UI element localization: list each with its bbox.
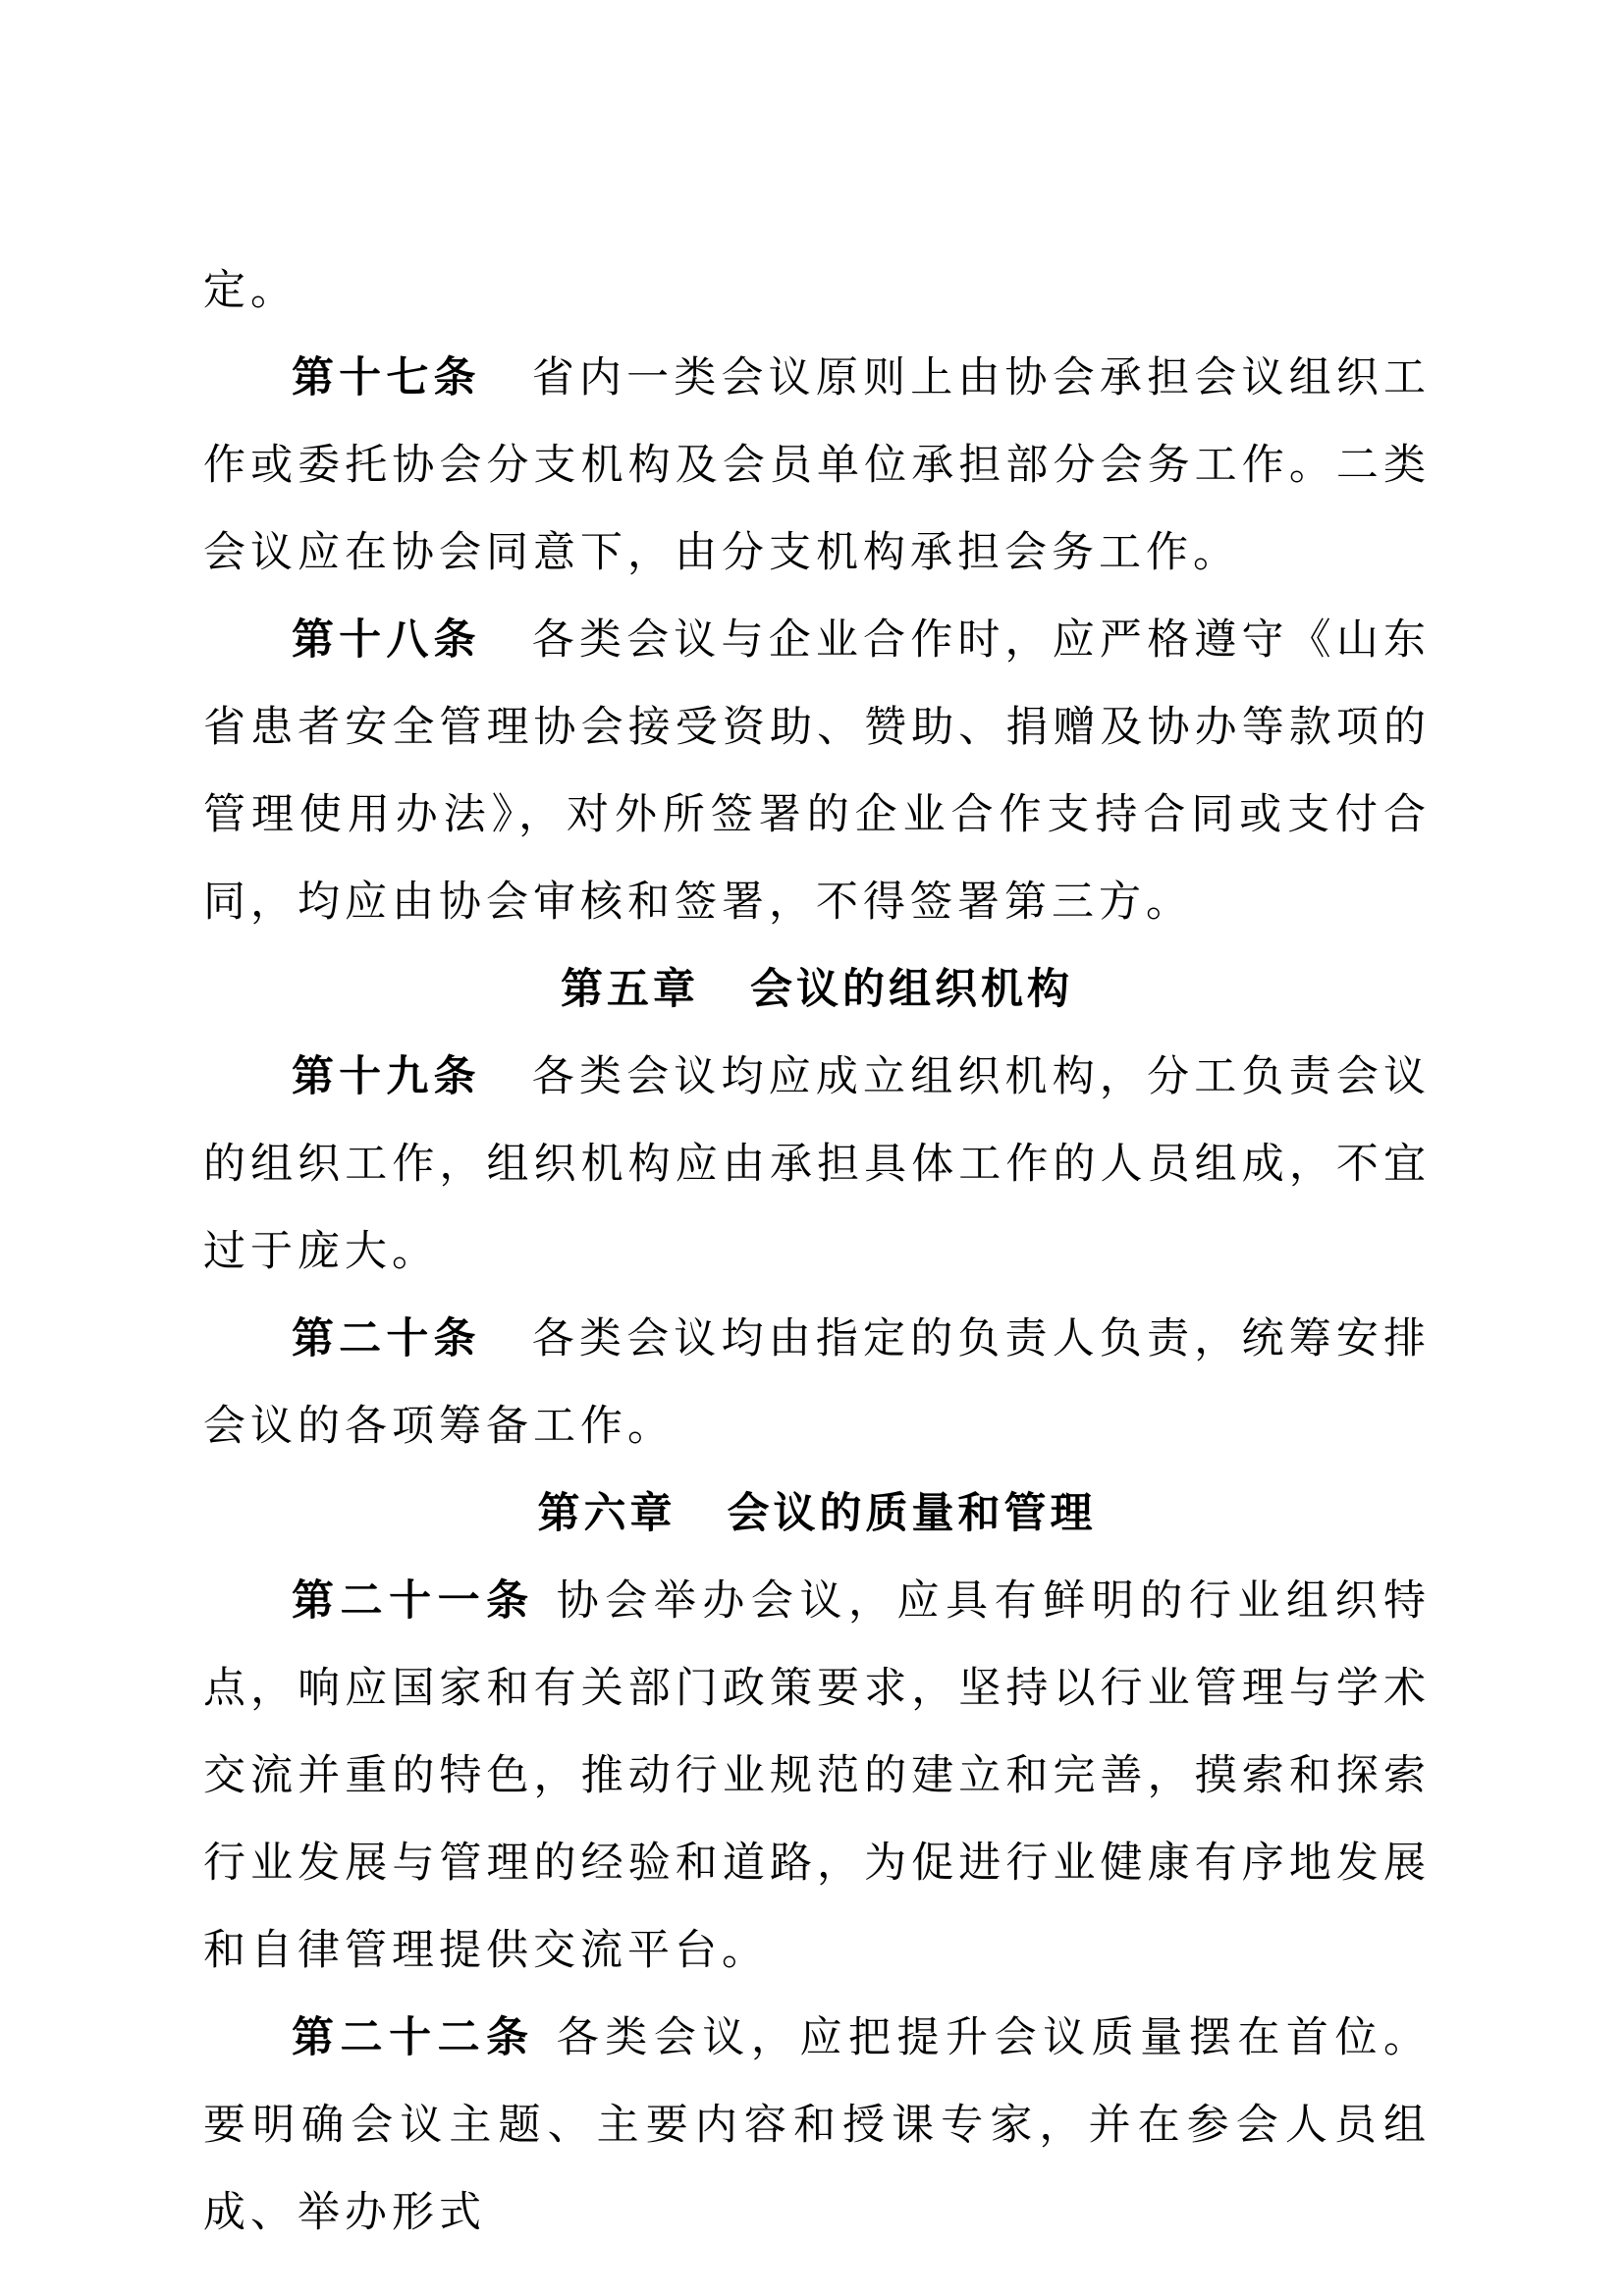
article-21 [203,1558,1431,1995]
article-text: 协会举办会议，应具有鲜明的行业组织特点，响应国家和有关部门政策要求，坚持以行业管理与学术交流并重的特色，推动行业规范的建立和完善，摸索和探索行业发展与管理的经验和道路，为促进行业健康有序地发展和自律管理提供交流平台。 [203,1576,1432,1975]
chapter-number: 第六章 [537,1489,677,1538]
chapter-heading-6 [203,1470,1431,1558]
article-17 [203,335,1431,597]
article-text: 各类会议均由指定的负责人负责，统筹安排会议的各项筹备工作。 [203,1314,1432,1451]
article-text: 各类会议与企业合作时，应严格遵守《山东省患者安全管理协会接受资助、赞助、捐赠及协办等款项的管理使用办法》，对外所签署的企业合作支持合同或支付合同，均应由协会审核和签署，不得签署第三方。 [203,615,1432,927]
chapter-number: 第五章 [561,965,699,1014]
article-number: 第二十一条 [292,1576,535,1626]
paragraph-continuation [203,247,1431,335]
document-body [203,247,1431,2257]
article-number: 第二十条 [292,1314,481,1363]
chapter-title: 会议的组织机构 [750,965,1073,1014]
article-text: 各类会议均应成立组织机构，分工负责会议的组织工作，组织机构应由承担具体工作的人员组成，不宜过于庞大。 [203,1052,1432,1276]
article-text: 各类会议，应把提升会议质量摆在首位。要明确会议主题、主要内容和授课专家，并在参会人员组成、举办形式 [203,2013,1432,2237]
article-22 [203,1995,1431,2257]
article-18 [203,597,1431,946]
article-number: 第二十二条 [292,2013,535,2062]
chapter-heading-5 [203,946,1431,1034]
paragraph-text: 定。 [203,266,298,315]
article-text: 省内一类会议原则上由协会承担会议组织工作或委托协会分支机构及会员单位承担部分会务工作。二类会议应在协会同意下，由分支机构承担会务工作。 [203,353,1432,577]
article-19 [203,1034,1431,1296]
chapter-title: 会议的质量和管理 [727,1489,1097,1538]
article-number: 第十八条 [292,615,481,665]
article-number: 第十七条 [292,353,481,402]
article-20 [203,1296,1431,1470]
article-number: 第十九条 [292,1052,481,1101]
